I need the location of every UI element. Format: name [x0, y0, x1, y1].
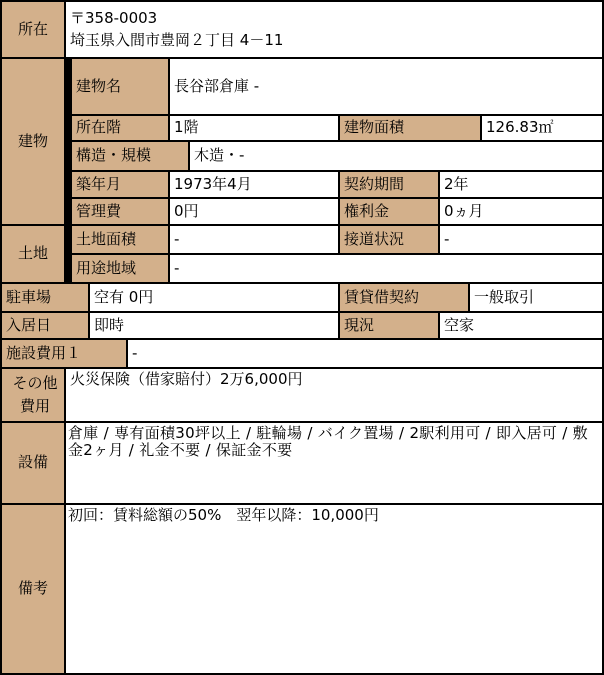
parking-label: 駐車場	[2, 284, 88, 311]
floor-label: 所在階	[72, 116, 168, 140]
facility-fee-label: 施設費用１	[2, 340, 126, 367]
land-area-label: 土地面積	[72, 226, 168, 253]
built-date-label: 築年月	[72, 172, 168, 197]
contract-period-label: 契約期間	[340, 172, 438, 197]
building-section-label: 建物	[2, 59, 64, 224]
contract-period-value: 2年	[440, 172, 602, 197]
building-name-label: 建物名	[72, 59, 168, 114]
other-fees-label	[2, 369, 64, 421]
status-label: 現況	[340, 313, 438, 338]
management-fee-label: 管理費	[72, 199, 168, 224]
other-fees-label-line2: 費用	[19, 397, 50, 415]
management-fee-value: 0円	[170, 199, 338, 224]
address: 埼玉県入間市豊岡２丁目 4－11	[70, 30, 284, 49]
zoning-label: 用途地域	[72, 255, 168, 282]
location-label: 所在	[2, 2, 64, 57]
building-area-label: 建物面積	[340, 116, 480, 140]
postal-code: 〒358-0003	[70, 9, 158, 28]
move-in-label: 入居日	[2, 313, 88, 338]
floor-value: 1階	[170, 116, 338, 140]
facility-fee-value: -	[128, 340, 602, 367]
land-section-label: 土地	[2, 226, 64, 282]
key-money-label: 権利金	[340, 199, 438, 224]
road-access-value: -	[440, 226, 602, 253]
building-name-value: 長谷部倉庫 -	[170, 59, 602, 114]
key-money-value: 0ヵ月	[440, 199, 602, 224]
parking-value: 空有 0円	[90, 284, 338, 311]
other-fees-value: 火災保険（借家賠付）2万6,000円	[66, 369, 602, 421]
zoning-value: -	[170, 255, 602, 282]
lease-type-value: 一般取引	[470, 284, 602, 311]
other-fees-label-line1: その他	[12, 373, 58, 392]
remarks-label: 備考	[2, 505, 64, 673]
status-value: 空家	[440, 313, 602, 338]
remarks-value: 初回：賃料総額の50% 翌年以降：10,000円	[66, 505, 602, 673]
built-date-value: 1973年4月	[170, 172, 338, 197]
move-in-value: 即時	[90, 313, 338, 338]
land-area-value: -	[170, 226, 338, 253]
equipment-value: 倉庫 / 専有面積30坪以上 / 駐輪場 / バイク置場 / 2駅利用可 / 即入居可 / 敷金2ヶ月 / 礼金不要 / 保証金不要	[66, 423, 602, 503]
location-value	[66, 2, 602, 57]
road-access-label: 接道状況	[340, 226, 438, 253]
equipment-label: 設備	[2, 423, 64, 503]
building-area-value: 126.83㎡	[482, 116, 602, 140]
structure-label: 構造・規模	[72, 142, 188, 170]
structure-value: 木造・-	[190, 142, 602, 170]
lease-type-label: 賃貸借契約	[340, 284, 468, 311]
